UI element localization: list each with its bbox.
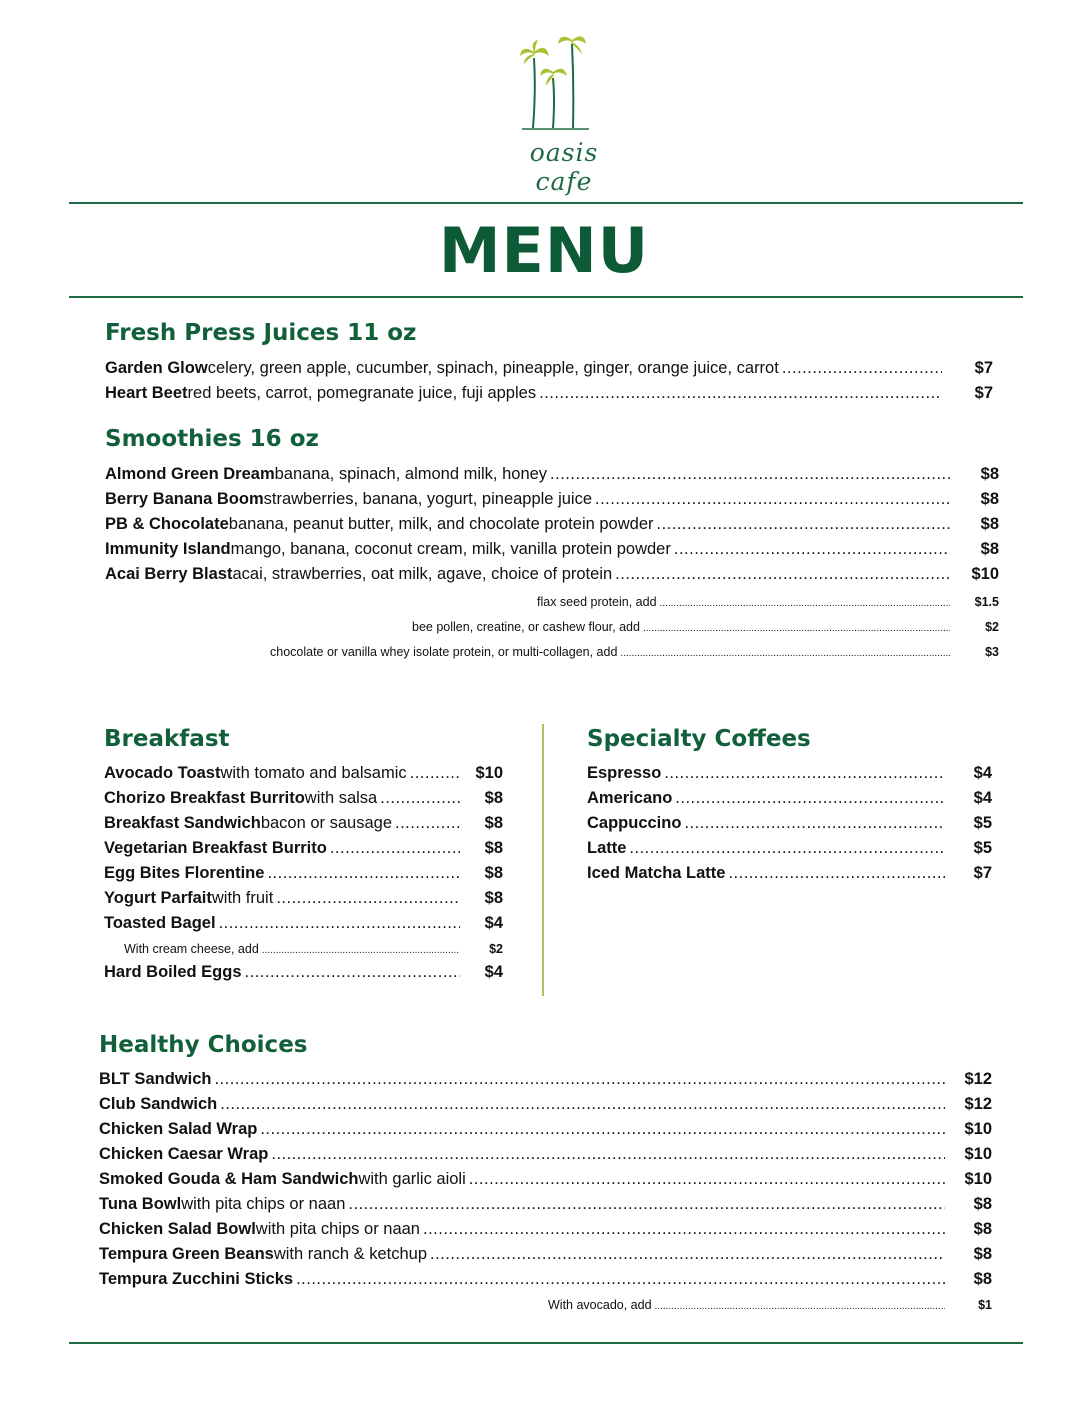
item-name: Chicken Salad Wrap (99, 1120, 258, 1138)
juices-heading: Fresh Press Juices 11 oz (105, 320, 417, 346)
leader-dots (615, 563, 950, 585)
logo-wordmark: oasis cafe (529, 138, 599, 196)
item-name: Hard Boiled Eggs (104, 963, 242, 981)
page-title: MENU (438, 214, 650, 287)
menu-item (105, 563, 999, 585)
item-name: Breakfast Sandwich (104, 814, 261, 832)
menu-item (99, 1268, 992, 1290)
leader-dots (675, 787, 945, 809)
healthy-heading: Healthy Choices (99, 1032, 308, 1058)
leader-dots (296, 1268, 945, 1290)
leader-dots (469, 1168, 945, 1190)
addon-item (537, 591, 999, 615)
menu-item (104, 862, 503, 884)
oasis-cafe-logo (494, 30, 634, 196)
item-name: Yogurt Parfait (104, 889, 212, 907)
item-price: $8 (980, 515, 999, 533)
item-name: Iced Matcha Latte (587, 864, 726, 882)
addon-price: $1.5 (974, 595, 999, 609)
menu-item (105, 357, 993, 379)
addon-price: $3 (985, 645, 999, 659)
item-name: Almond Green Dream (105, 465, 275, 483)
item-name: Tempura Green Beans (99, 1245, 274, 1263)
leader-dots (620, 641, 950, 665)
item-description: with ranch & ketchup (273, 1245, 428, 1263)
addon-description: flax seed protein, add (537, 595, 657, 609)
item-price: $5 (973, 814, 992, 832)
item-price: $8 (484, 814, 503, 832)
item-price: $8 (484, 789, 503, 807)
item-name: Americano (587, 789, 673, 807)
item-description: with garlic aioli (358, 1170, 466, 1188)
leader-dots (655, 1294, 945, 1318)
addon-description: bee pollen, creatine, or cashew flour, add (412, 620, 640, 634)
item-name: PB & Chocolate (105, 515, 229, 533)
item-description: red beets, carrot, pomegranate juice, fuji apples (187, 384, 537, 402)
column-divider (542, 724, 544, 996)
item-price: $4 (973, 789, 992, 807)
menu-item (104, 887, 503, 909)
item-price: $7 (974, 384, 993, 402)
item-price: $8 (484, 839, 503, 857)
menu-item (99, 1093, 992, 1115)
addon-item (270, 641, 999, 665)
leader-dots (657, 513, 951, 535)
item-name: Chicken Salad Bowl (99, 1220, 256, 1238)
menu-item (104, 812, 503, 834)
item-description: banana, spinach, almond milk, honey (274, 465, 548, 483)
item-price: $8 (980, 490, 999, 508)
leader-dots (245, 961, 460, 983)
item-description: with salsa (304, 789, 378, 807)
leader-dots (728, 862, 945, 884)
item-price: $8 (980, 465, 999, 483)
leader-dots (782, 357, 942, 379)
leader-dots (214, 1068, 945, 1090)
item-name: Cappuccino (587, 814, 682, 832)
leader-dots (684, 812, 945, 834)
menu-item (105, 538, 999, 560)
leader-dots (595, 488, 950, 510)
item-name: Tuna Bowl (99, 1195, 182, 1213)
menu-item (105, 463, 999, 485)
addon-description: chocolate or vanilla whey isolate protein, or multi-collagen, add (270, 645, 618, 659)
menu-item (104, 762, 503, 784)
leader-dots (423, 1218, 945, 1240)
item-description: mango, banana, coconut cream, milk, vanilla protein powder (230, 540, 671, 558)
item-name: Toasted Bagel (104, 914, 216, 932)
item-description: acai, strawberries, oat milk, agave, choice of protein (232, 565, 613, 583)
item-description: with fruit (211, 889, 274, 907)
smoothies-heading: Smoothies 16 oz (105, 426, 319, 452)
title-divider (69, 296, 1023, 298)
addon-item (548, 1294, 992, 1318)
leader-dots (271, 1143, 945, 1165)
menu-item (105, 513, 999, 535)
leader-dots (260, 1118, 945, 1140)
leader-dots (660, 591, 950, 615)
item-price: $8 (973, 1270, 992, 1288)
menu-item (99, 1143, 992, 1165)
item-description: banana, peanut butter, milk, and chocolate protein powder (228, 515, 654, 533)
leader-dots (550, 463, 950, 485)
item-price: $4 (484, 963, 503, 981)
item-name: BLT Sandwich (99, 1070, 212, 1088)
addon-price: $2 (985, 620, 999, 634)
coffees-heading: Specialty Coffees (587, 726, 811, 752)
menu-item (99, 1193, 992, 1215)
item-name: Tempura Zucchini Sticks (99, 1270, 294, 1288)
item-description: with pita chips or naan (181, 1195, 346, 1213)
breakfast-heading: Breakfast (104, 726, 230, 752)
bottom-divider (69, 1342, 1023, 1344)
addon-price: $1 (978, 1298, 992, 1312)
item-name: Avocado Toast (104, 764, 221, 782)
addon-item (124, 938, 503, 962)
menu-item (587, 787, 992, 809)
item-name: Immunity Island (105, 540, 231, 558)
item-name: Egg Bites Florentine (104, 864, 265, 882)
leader-dots (219, 912, 460, 934)
item-price: $10 (964, 1145, 992, 1163)
menu-item (587, 862, 992, 884)
leader-dots (674, 538, 950, 560)
item-price: $10 (971, 565, 999, 583)
menu-item (587, 762, 992, 784)
item-name: Club Sandwich (99, 1095, 218, 1113)
item-description: bacon or sausage (260, 814, 392, 832)
addon-description: With cream cheese, add (124, 942, 259, 956)
menu-item (587, 812, 992, 834)
item-price: $8 (973, 1195, 992, 1213)
menu-item (99, 1068, 992, 1090)
leader-dots (539, 382, 942, 404)
leader-dots (430, 1243, 945, 1265)
addon-price: $2 (489, 942, 503, 956)
leader-dots (348, 1193, 945, 1215)
menu-item (104, 787, 503, 809)
item-price: $8 (973, 1220, 992, 1238)
item-name: Heart Beet (105, 384, 188, 402)
menu-item (99, 1243, 992, 1265)
menu-item (105, 488, 999, 510)
item-name: Smoked Gouda & Ham Sandwich (99, 1170, 359, 1188)
leader-dots (380, 787, 460, 809)
leader-dots (410, 762, 460, 784)
item-price: $4 (484, 914, 503, 932)
item-price: $10 (475, 764, 503, 782)
menu-item (99, 1168, 992, 1190)
menu-item (99, 1218, 992, 1240)
item-name: Espresso (587, 764, 662, 782)
leader-dots (330, 837, 460, 859)
item-price: $12 (964, 1095, 992, 1113)
item-description: celery, green apple, cucumber, spinach, pineapple, ginger, orange juice, carrot (207, 359, 779, 377)
item-name: Garden Glow (105, 359, 208, 377)
item-description: with tomato and balsamic (220, 764, 407, 782)
item-name: Chorizo Breakfast Burrito (104, 789, 305, 807)
item-price: $10 (964, 1120, 992, 1138)
leader-dots (643, 616, 950, 640)
menu-item (99, 1118, 992, 1140)
top-divider (69, 202, 1023, 204)
item-description: strawberries, banana, yogurt, pineapple juice (263, 490, 593, 508)
leader-dots (395, 812, 460, 834)
menu-item (104, 961, 503, 983)
item-price: $4 (973, 764, 992, 782)
item-name: Chicken Caesar Wrap (99, 1145, 269, 1163)
item-price: $8 (973, 1245, 992, 1263)
leader-dots (629, 837, 945, 859)
addon-description: With avocado, add (548, 1298, 652, 1312)
menu-item (587, 837, 992, 859)
item-price: $7 (973, 864, 992, 882)
leader-dots (664, 762, 945, 784)
leader-dots (276, 887, 460, 909)
leader-dots (262, 938, 460, 962)
item-description: with pita chips or naan (255, 1220, 420, 1238)
menu-item (104, 912, 503, 934)
menu-item (104, 837, 503, 859)
item-price: $12 (964, 1070, 992, 1088)
leader-dots (220, 1093, 945, 1115)
item-price: $5 (973, 839, 992, 857)
item-price: $10 (964, 1170, 992, 1188)
leader-dots (267, 862, 460, 884)
menu-item (105, 382, 993, 404)
item-name: Vegetarian Breakfast Burrito (104, 839, 327, 857)
addon-item (412, 616, 999, 640)
item-name: Berry Banana Boom (105, 490, 264, 508)
item-price: $7 (974, 359, 993, 377)
item-name: Acai Berry Blast (105, 565, 233, 583)
item-name: Latte (587, 839, 627, 857)
item-price: $8 (484, 864, 503, 882)
item-price: $8 (980, 540, 999, 558)
item-price: $8 (484, 889, 503, 907)
